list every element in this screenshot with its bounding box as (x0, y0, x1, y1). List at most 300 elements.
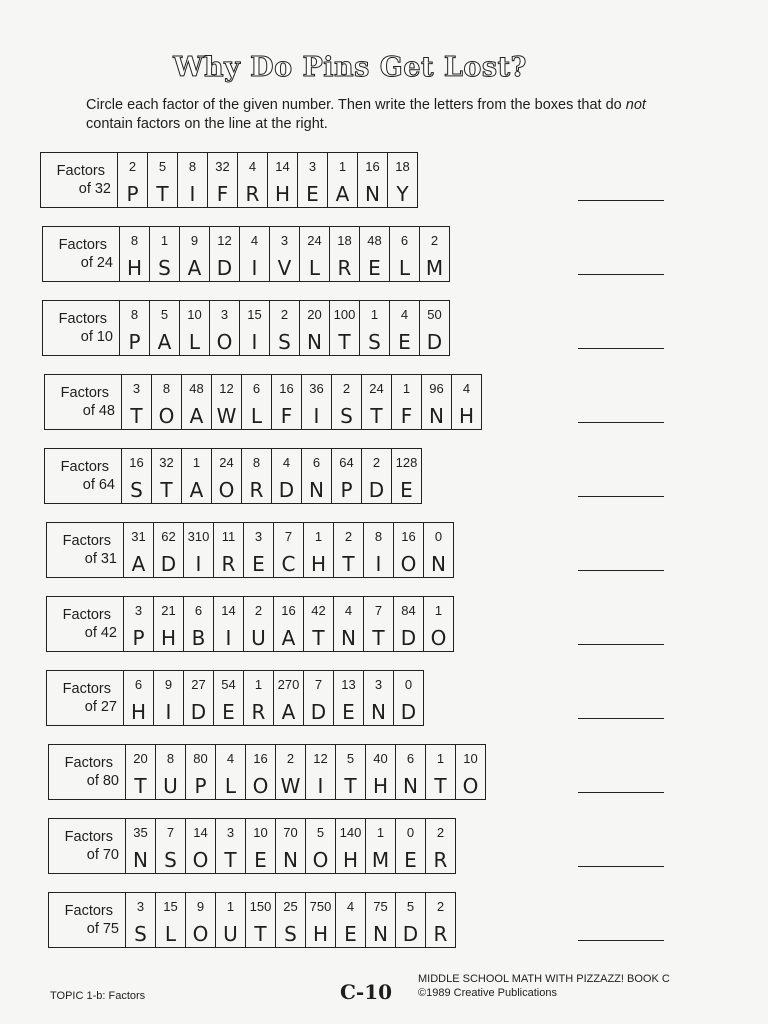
factor-box[interactable] (363, 671, 393, 725)
box-letter: I (189, 181, 196, 206)
factor-box[interactable] (179, 227, 209, 281)
factor-box[interactable] (425, 745, 455, 799)
factor-box[interactable] (149, 227, 179, 281)
target-number-label: of 10 (80, 329, 113, 345)
factor-number: 140 (339, 825, 362, 840)
factor-box[interactable] (273, 597, 303, 651)
factor-number: 100 (333, 307, 356, 322)
factor-number: 70 (283, 825, 298, 840)
factor-number: 8 (130, 233, 139, 248)
factor-box[interactable] (331, 449, 361, 503)
factor-box[interactable] (269, 227, 299, 281)
box-letter: S (284, 921, 297, 946)
box-letter: L (250, 403, 263, 428)
answer-line[interactable] (578, 274, 664, 275)
box-letter: D (402, 921, 419, 946)
box-letter: T (372, 625, 385, 650)
factor-box[interactable] (239, 227, 269, 281)
factor-box[interactable] (273, 523, 303, 577)
factor-box[interactable] (151, 375, 181, 429)
factor-box[interactable] (213, 671, 243, 725)
factor-box[interactable] (395, 819, 425, 873)
factor-box[interactable] (185, 745, 215, 799)
row-label (45, 375, 121, 429)
box-letter: N (373, 921, 388, 946)
factor-box[interactable] (119, 301, 149, 355)
factor-row (48, 818, 456, 874)
factor-box[interactable] (333, 597, 363, 651)
factor-box[interactable] (301, 375, 331, 429)
factor-row (42, 300, 450, 356)
factor-number: 84 (401, 603, 416, 618)
factor-box[interactable] (269, 301, 299, 355)
answer-line[interactable] (578, 348, 664, 349)
factor-number: 5 (160, 307, 169, 322)
factor-number: 3 (132, 381, 141, 396)
factor-box[interactable] (147, 153, 177, 207)
factor-number: 16 (365, 159, 380, 174)
factor-box[interactable] (305, 893, 335, 947)
factor-row (44, 448, 422, 504)
factor-box[interactable] (299, 301, 329, 355)
box-letter: D (278, 477, 295, 502)
factor-box[interactable] (267, 153, 297, 207)
box-letter: A (189, 403, 204, 428)
box-letter: P (128, 329, 141, 354)
factor-box[interactable] (363, 597, 393, 651)
factor-number: 12 (217, 233, 232, 248)
factor-box[interactable] (303, 597, 333, 651)
box-letter: E (398, 329, 411, 354)
factor-box[interactable] (365, 893, 395, 947)
factor-number: 96 (429, 381, 444, 396)
factor-box[interactable] (239, 301, 269, 355)
factor-box[interactable] (389, 227, 419, 281)
page-title: Why Do Pins Get Lost? (173, 52, 527, 83)
box-letter: I (251, 329, 258, 354)
factor-box[interactable] (123, 523, 153, 577)
box-letter: T (134, 773, 147, 798)
box-letter: O (192, 847, 209, 872)
factor-number: 6 (194, 603, 203, 618)
box-letter: N (307, 329, 322, 354)
factor-box[interactable] (303, 671, 333, 725)
factor-number: 1 (402, 381, 411, 396)
box-letter: R (433, 847, 448, 872)
factor-box[interactable] (179, 301, 209, 355)
factor-box[interactable] (365, 819, 395, 873)
factor-box[interactable] (393, 671, 423, 725)
box-letter: O (218, 477, 235, 502)
factor-number: 9 (196, 899, 205, 914)
factor-box[interactable] (327, 153, 357, 207)
factor-number: 20 (133, 751, 148, 766)
factor-box[interactable] (155, 745, 185, 799)
factor-number: 75 (373, 899, 388, 914)
factor-number: 25 (283, 899, 298, 914)
factor-number: 6 (252, 381, 261, 396)
factor-box[interactable] (243, 597, 273, 651)
box-letter: D (368, 477, 385, 502)
answer-line[interactable] (578, 496, 664, 497)
factor-number: 6 (134, 677, 143, 692)
factor-number: 150 (249, 899, 272, 914)
instructions (86, 96, 646, 134)
factor-box[interactable] (393, 523, 423, 577)
factor-box[interactable] (153, 523, 183, 577)
answer-line[interactable] (578, 570, 664, 571)
factor-box[interactable] (455, 745, 485, 799)
box-letter: O (312, 847, 329, 872)
factor-box[interactable] (333, 523, 363, 577)
factor-box[interactable] (387, 153, 417, 207)
factor-box[interactable] (123, 671, 153, 725)
factor-row (40, 152, 418, 208)
row-label (49, 819, 125, 873)
box-letter: I (251, 255, 258, 280)
footer-topic: TOPIC 1-b: Factors (50, 990, 146, 1002)
box-letter: S (130, 477, 143, 502)
factor-box[interactable] (335, 893, 365, 947)
box-letter: I (317, 773, 324, 798)
box-letter: T (344, 773, 357, 798)
box-letter: S (340, 403, 353, 428)
factor-box[interactable] (365, 745, 395, 799)
target-number-label: of 42 (84, 625, 117, 641)
box-letter: H (372, 773, 389, 798)
factor-number: 24 (369, 381, 384, 396)
box-letter: E (368, 255, 381, 280)
box-letter: S (278, 329, 291, 354)
factors-label: Factors (60, 385, 109, 401)
factor-number: 1 (314, 529, 323, 544)
box-letter: E (306, 181, 319, 206)
factor-box[interactable] (153, 597, 183, 651)
factor-box[interactable] (123, 597, 153, 651)
box-letter: O (216, 329, 233, 354)
factor-box[interactable] (183, 523, 213, 577)
factor-box[interactable] (359, 227, 389, 281)
factor-box[interactable] (275, 745, 305, 799)
factor-box[interactable] (211, 449, 241, 503)
box-letter: I (165, 699, 172, 724)
factor-number: 270 (277, 677, 300, 692)
factor-box[interactable] (275, 819, 305, 873)
factor-box[interactable] (395, 745, 425, 799)
factor-number: 8 (374, 529, 383, 544)
page-number: C-10 (340, 980, 393, 1004)
factor-box[interactable] (237, 153, 267, 207)
box-letter: E (222, 699, 235, 724)
factor-box[interactable] (329, 227, 359, 281)
factor-box[interactable] (181, 375, 211, 429)
factor-box[interactable] (209, 301, 239, 355)
factor-number: 24 (307, 233, 322, 248)
factor-box[interactable] (357, 153, 387, 207)
box-letter: P (132, 625, 145, 650)
factor-number: 12 (313, 751, 328, 766)
box-letter: L (398, 255, 411, 280)
box-letter: O (252, 773, 269, 798)
factor-box[interactable] (271, 449, 301, 503)
factor-box[interactable] (425, 819, 455, 873)
target-number-label: of 75 (86, 921, 119, 937)
box-letter: M (425, 255, 444, 280)
factor-box[interactable] (273, 671, 303, 725)
box-letter: T (434, 773, 447, 798)
target-number-label: of 64 (82, 477, 115, 493)
box-letter: D (400, 699, 417, 724)
factor-box[interactable] (329, 301, 359, 355)
factors-label: Factors (64, 903, 113, 919)
answer-line[interactable] (578, 940, 664, 941)
factor-box[interactable] (275, 893, 305, 947)
answer-line[interactable] (578, 866, 664, 867)
box-letter: I (313, 403, 320, 428)
factor-box[interactable] (305, 819, 335, 873)
factor-box[interactable] (451, 375, 481, 429)
factor-number: 8 (166, 751, 175, 766)
factor-box[interactable] (245, 745, 275, 799)
factor-box[interactable] (119, 227, 149, 281)
box-letter: N (309, 477, 324, 502)
factor-box[interactable] (359, 301, 389, 355)
footer-publication (418, 972, 670, 1000)
factor-number: 18 (395, 159, 410, 174)
factor-box[interactable] (245, 819, 275, 873)
factor-number: 4 (462, 381, 471, 396)
factor-box[interactable] (421, 375, 451, 429)
box-letter: H (130, 699, 147, 724)
factor-box[interactable] (149, 301, 179, 355)
box-letter: H (342, 847, 359, 872)
factor-box[interactable] (151, 449, 181, 503)
factor-number: 16 (281, 603, 296, 618)
factor-box[interactable] (303, 523, 333, 577)
factor-number: 54 (221, 677, 236, 692)
factor-box[interactable] (393, 597, 423, 651)
factor-box[interactable] (215, 745, 245, 799)
box-letter: T (342, 551, 355, 576)
factor-number: 9 (190, 233, 199, 248)
box-letter: M (371, 847, 390, 872)
factor-box[interactable] (213, 597, 243, 651)
factor-box[interactable] (241, 449, 271, 503)
factor-number: 8 (252, 455, 261, 470)
factor-box[interactable] (271, 375, 301, 429)
factor-box[interactable] (121, 449, 151, 503)
box-letter: I (375, 551, 382, 576)
factor-box[interactable] (389, 301, 419, 355)
factor-box[interactable] (183, 597, 213, 651)
factor-box[interactable] (425, 893, 455, 947)
factor-row (46, 522, 454, 578)
factor-box[interactable] (177, 153, 207, 207)
factor-number: 21 (161, 603, 176, 618)
factor-box[interactable] (333, 671, 363, 725)
factor-box[interactable] (419, 227, 449, 281)
box-letter: E (342, 699, 355, 724)
factor-number: 1 (192, 455, 201, 470)
instructions-part1: Circle each factor of the given number. Then write the letters from the boxes that do (86, 97, 626, 113)
box-letter: A (335, 181, 350, 206)
factor-box[interactable] (423, 597, 453, 651)
box-letter: U (251, 625, 266, 650)
factors-label: Factors (64, 755, 113, 771)
factor-number: 6 (406, 751, 415, 766)
factor-number: 128 (395, 455, 418, 470)
box-letter: A (131, 551, 146, 576)
factor-number: 12 (219, 381, 234, 396)
answer-line[interactable] (578, 422, 664, 423)
factor-box[interactable] (241, 375, 271, 429)
factor-box[interactable] (211, 375, 241, 429)
factor-number: 27 (191, 677, 206, 692)
box-letter: T (156, 181, 169, 206)
factor-box[interactable] (117, 153, 147, 207)
factor-box[interactable] (155, 819, 185, 873)
factor-box[interactable] (391, 375, 421, 429)
box-letter: U (163, 773, 178, 798)
factor-number: 7 (166, 825, 175, 840)
box-letter: E (404, 847, 417, 872)
box-letter: P (340, 477, 353, 502)
box-letter: L (164, 921, 177, 946)
row-label (47, 523, 123, 577)
answer-line[interactable] (578, 644, 664, 645)
target-number-label: of 32 (78, 181, 111, 197)
factor-number: 750 (309, 899, 332, 914)
factor-number: 3 (308, 159, 317, 174)
factor-box[interactable] (125, 819, 155, 873)
factor-box[interactable] (305, 745, 335, 799)
answer-line[interactable] (578, 200, 664, 201)
factor-box[interactable] (335, 745, 365, 799)
factor-box[interactable] (155, 893, 185, 947)
factor-number: 64 (339, 455, 354, 470)
box-letter: O (400, 551, 417, 576)
factor-number: 14 (193, 825, 208, 840)
factor-box[interactable] (395, 893, 425, 947)
factor-number: 4 (250, 233, 259, 248)
factor-box[interactable] (297, 153, 327, 207)
box-letter: P (194, 773, 207, 798)
factor-number: 16 (129, 455, 144, 470)
factor-box[interactable] (215, 819, 245, 873)
factor-number: 3 (374, 677, 383, 692)
factor-box[interactable] (125, 745, 155, 799)
row-label (43, 301, 119, 355)
factor-box[interactable] (209, 227, 239, 281)
factors-label: Factors (56, 163, 105, 179)
row-label (47, 671, 123, 725)
factor-number: 1 (370, 307, 379, 322)
box-letter: D (190, 699, 207, 724)
factor-box[interactable] (301, 449, 331, 503)
factor-number: 32 (215, 159, 230, 174)
box-letter: T (370, 403, 383, 428)
factor-number: 14 (275, 159, 290, 174)
answer-line[interactable] (578, 792, 664, 793)
factor-box[interactable] (243, 671, 273, 725)
box-letter: L (188, 329, 201, 354)
box-letter: H (310, 551, 327, 576)
box-letter: H (274, 181, 291, 206)
factors-label: Factors (62, 533, 111, 549)
factor-row (44, 374, 482, 430)
factor-row (42, 226, 450, 282)
factor-box[interactable] (153, 671, 183, 725)
factor-number: 3 (220, 307, 229, 322)
factor-box[interactable] (181, 449, 211, 503)
factors-label: Factors (62, 607, 111, 623)
factor-box[interactable] (125, 893, 155, 947)
factor-box[interactable] (185, 819, 215, 873)
box-letter: I (195, 551, 202, 576)
box-letter: N (371, 699, 386, 724)
factor-number: 4 (226, 751, 235, 766)
factor-number: 15 (163, 899, 178, 914)
target-number-label: of 48 (82, 403, 115, 419)
factor-box[interactable] (391, 449, 421, 503)
box-letter: T (338, 329, 351, 354)
factor-box[interactable] (213, 523, 243, 577)
target-number-label: of 70 (86, 847, 119, 863)
box-letter: F (400, 403, 413, 428)
factor-number: 4 (400, 307, 409, 322)
factor-box[interactable] (245, 893, 275, 947)
factor-box[interactable] (361, 375, 391, 429)
factor-number: 1 (376, 825, 385, 840)
row-label (49, 745, 125, 799)
factor-box[interactable] (121, 375, 151, 429)
factor-box[interactable] (299, 227, 329, 281)
factor-box[interactable] (215, 893, 245, 947)
factor-box[interactable] (207, 153, 237, 207)
factor-box[interactable] (423, 523, 453, 577)
factor-number: 0 (434, 529, 443, 544)
factor-number: 50 (427, 307, 442, 322)
box-letter: A (187, 255, 202, 280)
factor-number: 310 (187, 529, 210, 544)
factor-number: 4 (282, 455, 291, 470)
box-letter: N (365, 181, 380, 206)
factor-box[interactable] (361, 449, 391, 503)
box-letter: F (216, 181, 229, 206)
box-letter: N (133, 847, 148, 872)
factor-box[interactable] (419, 301, 449, 355)
box-letter: A (157, 329, 172, 354)
factor-number: 1 (226, 899, 235, 914)
factor-box[interactable] (363, 523, 393, 577)
factor-box[interactable] (335, 819, 365, 873)
factor-row (48, 744, 486, 800)
factor-box[interactable] (331, 375, 361, 429)
factor-number: 1 (338, 159, 347, 174)
factor-box[interactable] (243, 523, 273, 577)
factor-number: 9 (164, 677, 173, 692)
box-letter: E (344, 921, 357, 946)
factor-number: 42 (311, 603, 326, 618)
factors-label: Factors (62, 681, 111, 697)
row-label (43, 227, 119, 281)
box-letter: P (126, 181, 139, 206)
factor-box[interactable] (185, 893, 215, 947)
factor-number: 2 (254, 603, 263, 618)
answer-line[interactable] (578, 718, 664, 719)
factor-box[interactable] (183, 671, 213, 725)
factor-number: 1 (160, 233, 169, 248)
